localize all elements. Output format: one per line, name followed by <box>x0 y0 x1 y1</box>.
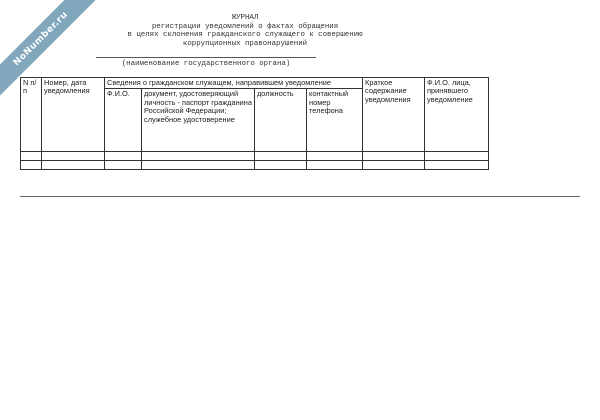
table-row <box>21 161 489 170</box>
header-employee-info: Сведения о гражданском служащем, направившем уведомление <box>105 78 363 89</box>
header-notice-date: Номер, дата уведомления <box>42 78 105 152</box>
table-cell <box>255 152 307 161</box>
table-cell <box>142 161 255 170</box>
table-cell <box>105 161 142 170</box>
table-cell <box>21 152 42 161</box>
subheader-phone: контактный номер телефона <box>307 89 363 152</box>
table-cell <box>255 161 307 170</box>
table-cell <box>21 161 42 170</box>
page-divider <box>20 196 580 197</box>
subheader-identity-document: документ, удостоверяющий личность - паспорт гражданина Российской Федерации; служебное удостоверение <box>142 89 255 152</box>
header-number: N п/п <box>21 78 42 152</box>
org-name-caption: (наименование государственного органа) <box>121 60 291 68</box>
table-cell <box>425 152 489 161</box>
journal-title-line-2: в целях склонения гражданского служащего к совершению <box>127 31 363 40</box>
subheader-position: должность <box>255 89 307 152</box>
table-cell <box>307 161 363 170</box>
table-cell <box>105 152 142 161</box>
table-cell <box>363 161 425 170</box>
table-row <box>21 152 489 161</box>
journal-table <box>20 77 489 170</box>
table-cell <box>363 152 425 161</box>
table-cell <box>307 152 363 161</box>
table-cell <box>42 152 105 161</box>
table-cell <box>425 161 489 170</box>
journal-title-line-1: регистрации уведомлений о фактах обращения <box>151 22 339 31</box>
header-summary: Краткое содержание уведомления <box>363 78 425 152</box>
table-cell <box>42 161 105 170</box>
journal-heading <box>60 14 430 48</box>
table-header-row <box>21 78 489 89</box>
org-name-rule <box>96 57 316 58</box>
subheader-fio: Ф.И.О. <box>105 89 142 152</box>
journal-title: ЖУРНАЛ <box>231 14 259 22</box>
header-receiver: Ф.И.О. лица, принявшего уведомление <box>425 78 489 152</box>
table-cell <box>142 152 255 161</box>
journal-title-line-3: коррупционных правонарушений <box>182 39 308 48</box>
watermark-ribbon: NoNumber.ru <box>0 0 102 100</box>
